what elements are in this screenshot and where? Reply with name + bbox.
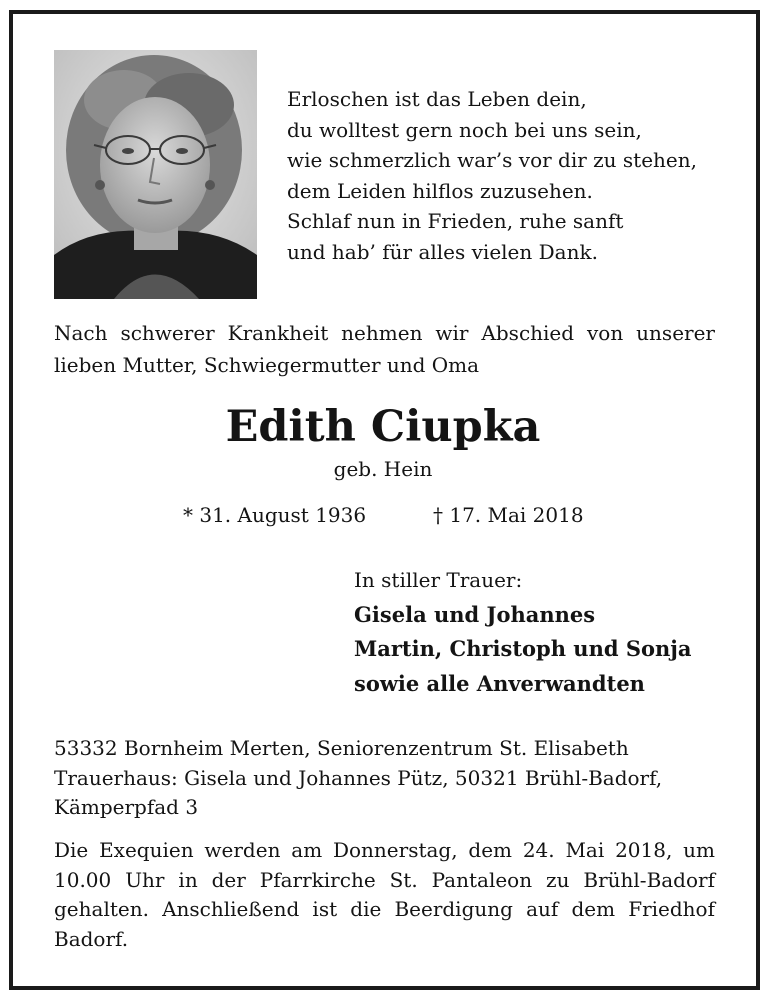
service-line: Badorf. — [54, 926, 129, 951]
poem-line: wie schmerzlich war’s vor dir zu stehen, — [287, 148, 698, 172]
address-line: 53332 Bornheim Merten, Seniorenzentrum St. Elisabeth — [54, 736, 629, 760]
portrait-photo — [54, 50, 257, 299]
service-line: 10.00 Uhr in der Pfarrkirche St. Pantaleon zu Brühl-Badorf — [54, 867, 715, 892]
funeral-service-info — [54, 836, 715, 954]
intro-text — [54, 318, 715, 381]
poem-line: du wolltest gern noch bei uns sein, — [287, 117, 642, 142]
address-line: Kämperpfad 3 — [54, 795, 199, 819]
deceased-name: Edith Ciupka — [225, 402, 541, 452]
service-line: gehalten. Anschließend ist die Beerdigung auf dem Friedhof — [54, 897, 715, 921]
mourning-heading: In stiller Trauer: — [354, 568, 523, 592]
service-line: Die Exequien werden am Donnerstag, dem 24. Mai 2018, um — [54, 838, 715, 862]
mourner-names: Gisela und Johannes — [354, 601, 596, 627]
poem-line: und hab’ für alles vielen Dank. — [287, 239, 598, 264]
death-date: † 17. Mai 2018 — [433, 503, 584, 527]
birth-date: * 31. August 1936 — [183, 503, 367, 527]
poem-line: dem Leiden hilflos zuzusehen. — [287, 178, 593, 203]
mourner-names: sowie alle Anverwandten — [354, 670, 645, 696]
poem-line: Schlaf nun in Frieden, ruhe sanft — [287, 209, 624, 233]
intro-line: lieben Mutter, Schwiegermutter und Oma — [54, 352, 480, 377]
maiden-name: geb. Hein — [333, 457, 433, 481]
mourner-names: Martin, Christoph und Sonja — [354, 636, 692, 661]
intro-line: Nach schwerer Krankheit nehmen wir Abschied von unserer — [54, 321, 715, 345]
mourners-block — [354, 563, 734, 701]
address-line: Trauerhaus: Gisela und Johannes Pütz, 50321 Brühl-Badorf, — [54, 765, 663, 790]
memorial-poem — [287, 84, 727, 267]
poem-line: Erloschen ist das Leben dein, — [287, 87, 587, 111]
address-block — [54, 734, 715, 823]
